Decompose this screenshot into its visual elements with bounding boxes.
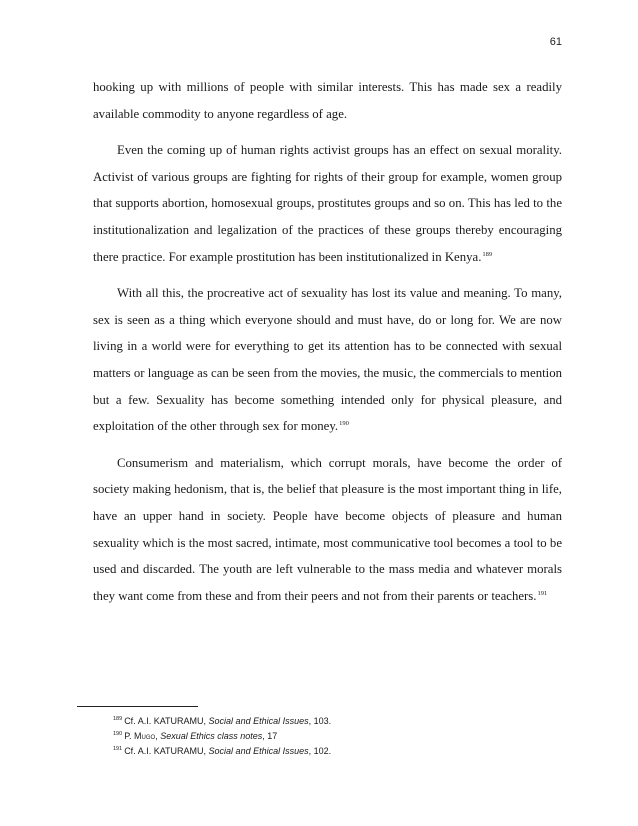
paragraph <box>93 137 562 270</box>
footnote-number: 189 <box>113 716 123 722</box>
body-text <box>93 74 562 619</box>
footnote-ref[interactable]: 189 <box>482 250 493 258</box>
footnote <box>113 714 331 729</box>
footnote-number: 190 <box>113 731 123 737</box>
footnote-suffix: , 102. <box>308 746 332 756</box>
footnote-suffix: , 103. <box>308 716 332 726</box>
footnote <box>113 744 331 759</box>
paragraph-text: Even the coming up of human rights activist groups has an effect on sexual morality. Activist of various groups are fighting for rights of their group for example, women group that supports abortion, homosexual groups, prostitutes groups and so on. This has led to the institutionalization and legalization of the practices of these groups thereby encouraging there practice. For example prostitution has been institutionalized in Kenya. <box>93 143 562 264</box>
footnote-divider <box>77 706 198 707</box>
footnote-prefix: Cf. A.I. KATURAMU, <box>124 746 209 756</box>
footnote <box>113 729 331 744</box>
footnote-title: Social and Ethical Issues <box>208 716 309 726</box>
footnote-prefix: Cf. A.I. KATURAMU, <box>124 716 209 726</box>
paragraph <box>93 450 562 610</box>
footnotes <box>113 714 331 759</box>
footnote-ref[interactable]: 190 <box>339 420 349 428</box>
footnote-prefix: P. Mugo, <box>124 731 161 741</box>
footnote-title: Social and Ethical Issues <box>208 746 309 756</box>
footnote-suffix: , 17 <box>262 731 278 741</box>
paragraph-text: With all this, the procreative act of sexuality has lost its value and meaning. To many, sex is seen as a thing which everyone should and must have, do or long for. We are now living in a world were for everything to get its attention has to be connected with sexual matters or language as can be seen from the movies, the music, the commercials to mention but a few. Sexuality has become something intended only for physical pleasure, and exploitation of the other through sex for money. <box>93 286 562 434</box>
page-number: 61 <box>549 36 562 48</box>
paragraph <box>93 74 562 127</box>
paragraph-text: Consumerism and materialism, which corrupt morals, have become the order of society making hedonism, that is, the belief that pleasure is the most important thing in life, have an upper hand in society. People have become objects of pleasure and human sexuality which is the most sacred, intimate, most communicative tool becomes a tool to be used and discarded. The youth are left vulnerable to the mass media and whatever morals they want come from these and from their peers and not from their parents or teachers. <box>93 455 562 603</box>
footnote-title: Sexual Ethics class notes <box>160 731 263 741</box>
paragraph-text: hooking up with millions of people with similar interests. This has made sex a readily available commodity to anyone regardless of age. <box>93 80 562 121</box>
footnote-number: 191 <box>113 746 123 752</box>
paragraph <box>93 280 562 440</box>
footnote-ref[interactable]: 191 <box>537 589 548 597</box>
